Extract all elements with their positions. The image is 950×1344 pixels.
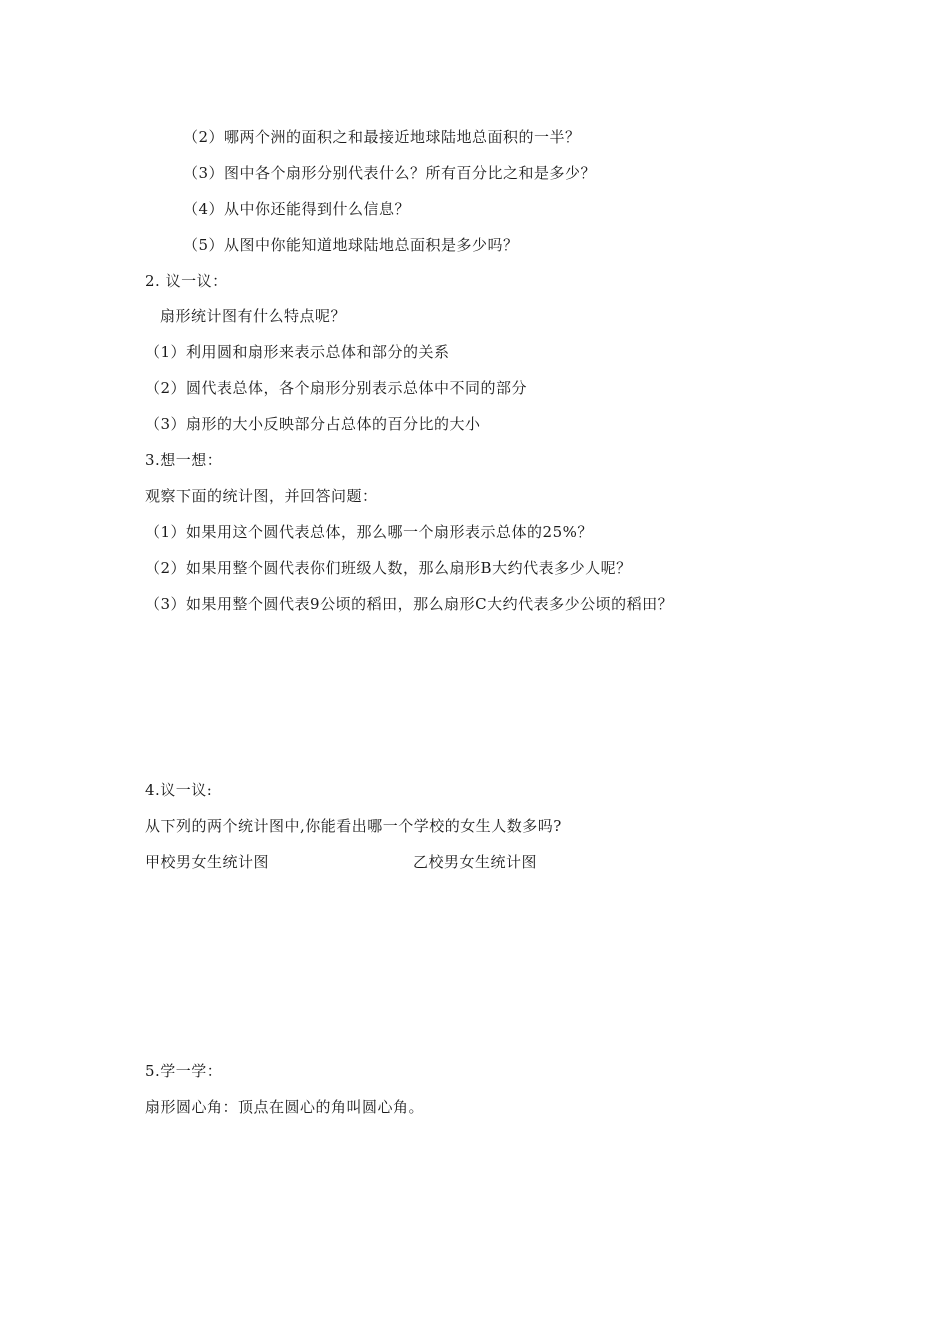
section-3-question-1: （1）如果用这个圆代表总体，那么哪一个扇形表示总体的25%？ (145, 523, 593, 541)
question-5: （5）从图中你能知道地球陆地总面积是多少吗？ (183, 236, 519, 254)
chart-caption-school-b: 乙校男女生统计图 (413, 853, 538, 871)
question-4: （4）从中你还能得到什么信息？ (183, 200, 411, 218)
section-3-question-2: （2）如果用整个圆代表你们班级人数，那么扇形B大约代表多少人呢？ (145, 559, 632, 577)
section-2-point-1: （1）利用圆和扇形来表示总体和部分的关系 (145, 343, 450, 361)
section-2-point-3: （3）扇形的大小反映部分占总体的百分比的大小 (145, 415, 481, 433)
section-4-prompt: 从下列的两个统计图中,你能看出哪一个学校的女生人数多吗? (145, 817, 562, 835)
section-3-prompt: 观察下面的统计图，并回答问题： (145, 487, 378, 505)
question-2: （2）哪两个洲的面积之和最接近地球陆地总面积的一半？ (183, 128, 581, 146)
section-2-heading: 2. 议一议： (145, 272, 228, 290)
section-2-prompt: 扇形统计图有什么特点呢？ (160, 307, 347, 325)
section-3-question-3: （3）如果用整个圆代表9公顷的稻田，那么扇形C大约代表多少公顷的稻田？ (145, 595, 674, 613)
chart-caption-school-a: 甲校男女生统计图 (145, 853, 270, 871)
section-5-heading: 5.学一学： (145, 1062, 223, 1080)
section-3-heading: 3.想一想： (145, 451, 223, 469)
question-3: （3）图中各个扇形分别代表什么？所有百分比之和是多少？ (183, 164, 597, 182)
section-2-point-2: （2）圆代表总体，各个扇形分别表示总体中不同的部分 (145, 379, 528, 397)
section-4-heading: 4.议一议: (145, 781, 213, 799)
section-5-definition: 扇形圆心角：顶点在圆心的角叫圆心角。 (145, 1098, 425, 1116)
